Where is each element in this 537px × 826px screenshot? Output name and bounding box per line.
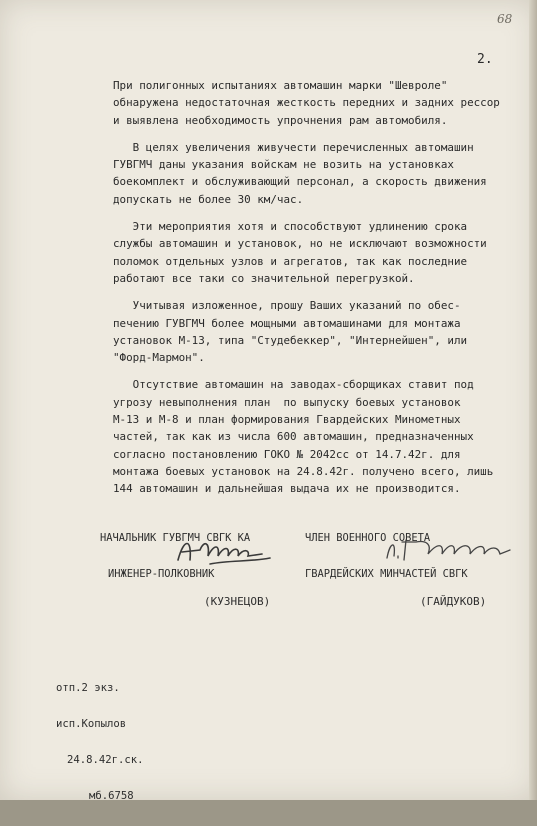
archive-page-number: 68 xyxy=(497,12,513,26)
footer-notes xyxy=(56,658,144,826)
page-number: 2. xyxy=(477,52,493,67)
signer-left-title: НАЧАЛЬНИК ГУВГМЧ СВГК КА xyxy=(100,532,251,544)
signer-left-name: (КУЗНЕЦОВ) xyxy=(204,595,271,608)
footer-reference: мб.6758 xyxy=(89,790,134,802)
signer-left-rank: ИНЖЕНЕР-ПОЛКОВНИК xyxy=(108,568,215,580)
footer-executor: исп.Копылов xyxy=(56,718,127,730)
signer-right-unit: ГВАРДЕЙСКИХ МИНЧАСТЕЙ СВГК xyxy=(305,568,468,580)
signer-right-title: ЧЛЕН ВОЕННОГО СОВЕТА xyxy=(305,532,431,544)
letter-body xyxy=(113,77,527,508)
page-edge xyxy=(529,0,537,800)
paragraph-survivability: В целях увеличения живучести перечисленных автомашин ГУВГМЧ даны указания войскам не возить на установках боекомплект и обслуживающий персонал, а скорость движения допускать не более 30 км/час. xyxy=(113,140,487,206)
paragraph-measures: Эти мероприятия хотя и способствуют удлинению срока службы автомашин и установок, но не исключают возможности поломок отдельных узлов и агрегатов, так как последние работают все таки со значительной перегрузкой. xyxy=(113,220,487,285)
paragraph-request: Учитывая изложенное, прошу Ваших указаний по обес- печению ГУВГМЧ более мощными автомашинами для монтажа установок М-13, типа "Студебеккер", "Интернейшен", или "Форд-Мармон". xyxy=(113,299,468,365)
paragraph-shortage: Отсутствие автомашин на заводах-сборщиках ставит под угрозу невыполнения план по выпуску боевых установок М-13 и М-8 и план формирования Гвардейских Минометных частей, так как из числа 600 автомашин, предназначенных согласно постановлению ГОКО № 2042сс от 14.7.42г. для монтажа боевых установок на 24.8.42г. получено всего, лишь 144 автомашин и дальнейшая выдача их не производится. xyxy=(113,378,494,496)
footer-date: 24.8.42г.ск. xyxy=(67,754,144,766)
handwritten-signature-right xyxy=(382,530,517,570)
signer-right-name: (ГАЙДУКОВ) xyxy=(420,595,487,608)
paragraph-chevrolet-tests: При полигонных испытаниях автомашин марки "Шевроле" обнаружена недостаточная жесткость передних и задних рессор и выявлена необходимость упрочнения рам автомобиля. xyxy=(113,79,500,127)
footer-copies: отп.2 экз. xyxy=(56,682,120,694)
handwritten-signature-left xyxy=(170,530,280,575)
